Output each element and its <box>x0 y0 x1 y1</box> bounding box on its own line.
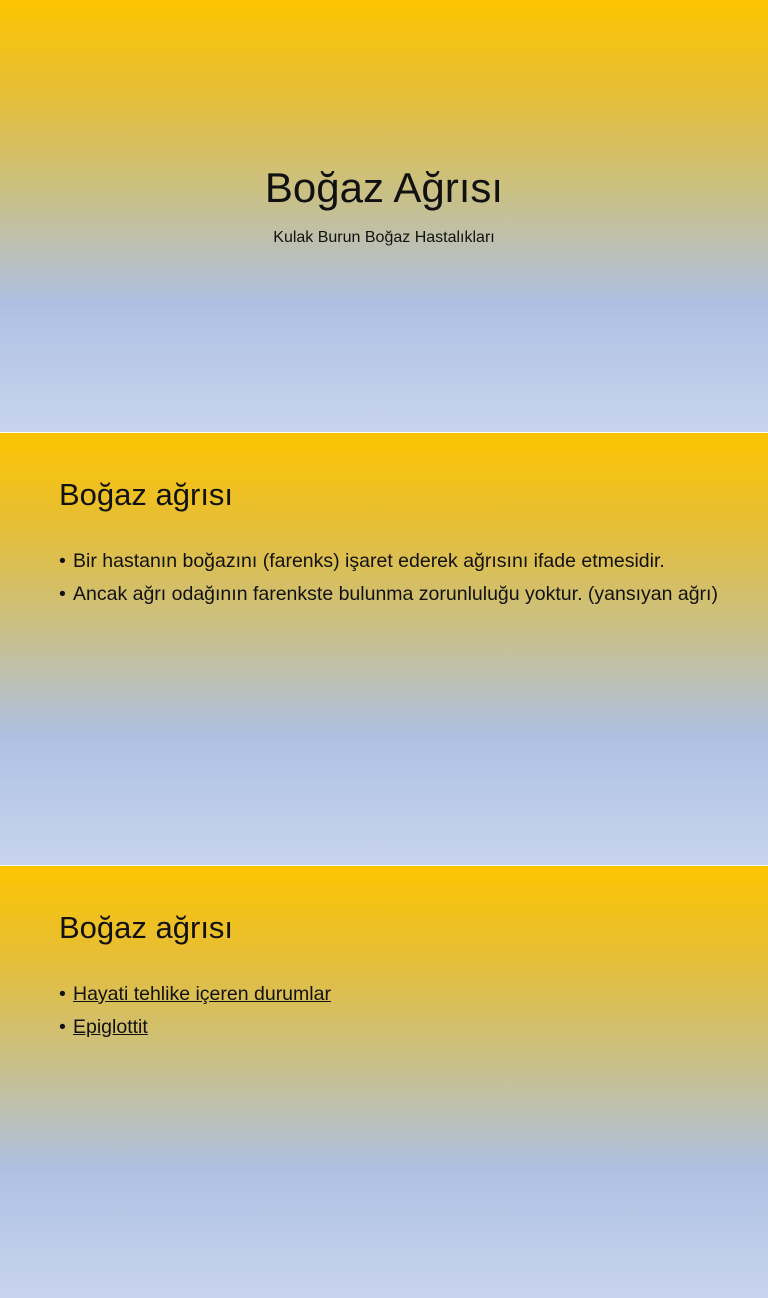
slide-heading: Boğaz ağrısı <box>59 910 234 945</box>
slide-causes <box>0 866 768 1298</box>
list-item <box>59 582 719 606</box>
presentation-title: Boğaz Ağrısı <box>264 164 504 211</box>
list-item <box>59 1015 719 1039</box>
presentation-subtitle: Kulak Burun Boğaz Hastalıkları <box>273 229 495 246</box>
bullet-list <box>59 549 719 615</box>
bullet-icon: • <box>59 1016 66 1038</box>
slide-definition <box>0 433 768 865</box>
list-item <box>59 982 719 1006</box>
bullet-icon: • <box>59 583 66 605</box>
slide-title <box>0 0 768 432</box>
epiglottitis-link[interactable]: Epiglottit <box>73 1016 148 1038</box>
life-threatening-link[interactable]: Hayati tehlike içeren durumlar <box>73 983 331 1005</box>
bullet-list <box>59 982 719 1048</box>
slide-heading: Boğaz ağrısı <box>59 477 234 512</box>
list-item <box>59 549 719 573</box>
bullet-icon: • <box>59 550 66 572</box>
bullet-icon: • <box>59 983 66 1005</box>
bullet-text: Bir hastanın boğazını (farenks) işaret ederek ağrısını ifade etmesidir. <box>73 550 665 572</box>
bullet-text: Ancak ağrı odağının farenkste bulunma zorunluluğu yoktur. (yansıyan ağrı) <box>73 583 718 605</box>
